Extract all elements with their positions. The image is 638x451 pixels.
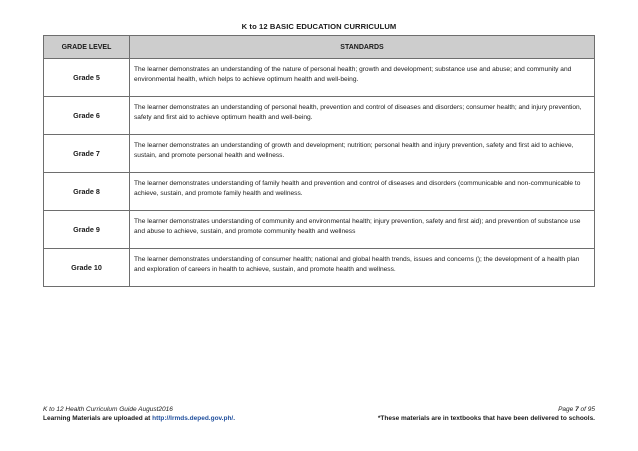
page-prefix: Page [558, 406, 574, 413]
grade-cell: Grade 7 [44, 135, 130, 173]
table-row [44, 97, 595, 135]
table-header-row [44, 36, 595, 59]
table-row [44, 59, 595, 97]
footer-line-1 [43, 406, 595, 413]
grade-cell: Grade 10 [44, 249, 130, 287]
standard-cell: The learner demonstrates an understanding of the nature of personal health; growth and development; substance use and abuse; and community and environmental health, which helps to achieve optimum health and well-being. [130, 59, 595, 97]
page-total: of 95 [580, 406, 595, 413]
page-title: K to 12 BASIC EDUCATION CURRICULUM [241, 22, 397, 31]
guide-title: K to 12 Health Curriculum Guide August2016 [43, 406, 173, 413]
standard-cell: The learner demonstrates understanding of family health and prevention and control of diseases and disorders (communicable and non-communicable to achieve, sustain, and promote family health and wellness. [130, 173, 595, 211]
standard-cell: The learner demonstrates understanding of consumer health; national and global health trends, issues and concerns (); the development of a health plan and exploration of careers in health to achieve, sustain, and promote health and wellness. [130, 249, 595, 287]
grade-cell: Grade 5 [44, 59, 130, 97]
page-current: 7 [575, 406, 579, 413]
page-number [558, 406, 595, 413]
lrmds-link[interactable]: http://lrmds.deped.gov.ph/. [152, 415, 236, 422]
table-row [44, 249, 595, 287]
footer-line-2 [43, 415, 595, 422]
grade-cell: Grade 8 [44, 173, 130, 211]
table-row [44, 211, 595, 249]
table-row [44, 135, 595, 173]
textbook-note: *These materials are in textbooks that have been delivered to schools. [377, 415, 595, 422]
grade-cell: Grade 6 [44, 97, 130, 135]
grade-level-header: GRADE LEVEL [44, 36, 130, 59]
grade-cell: Grade 9 [44, 211, 130, 249]
standard-cell: The learner demonstrates understanding of community and environmental health; injury prevention, safety and first aid); and prevention of substance use and abuse to achieve, sustain, and promote community health and wellness [130, 211, 595, 249]
standard-cell: The learner demonstrates an understanding of personal health, prevention and control of diseases and disorders; consumer health; and injury prevention, safety and first aid to achieve optimum health and well-being. [130, 97, 595, 135]
table-row [44, 173, 595, 211]
standard-cell: The learner demonstrates an understanding of growth and development; nutrition; personal health and injury prevention, safety and first aid to achieve, sustain, and promote personal health and wellness. [130, 135, 595, 173]
uploaded-text: Learning Materials are uploaded at [43, 415, 151, 422]
curriculum-table [43, 35, 595, 287]
standards-header: STANDARDS [130, 36, 595, 59]
